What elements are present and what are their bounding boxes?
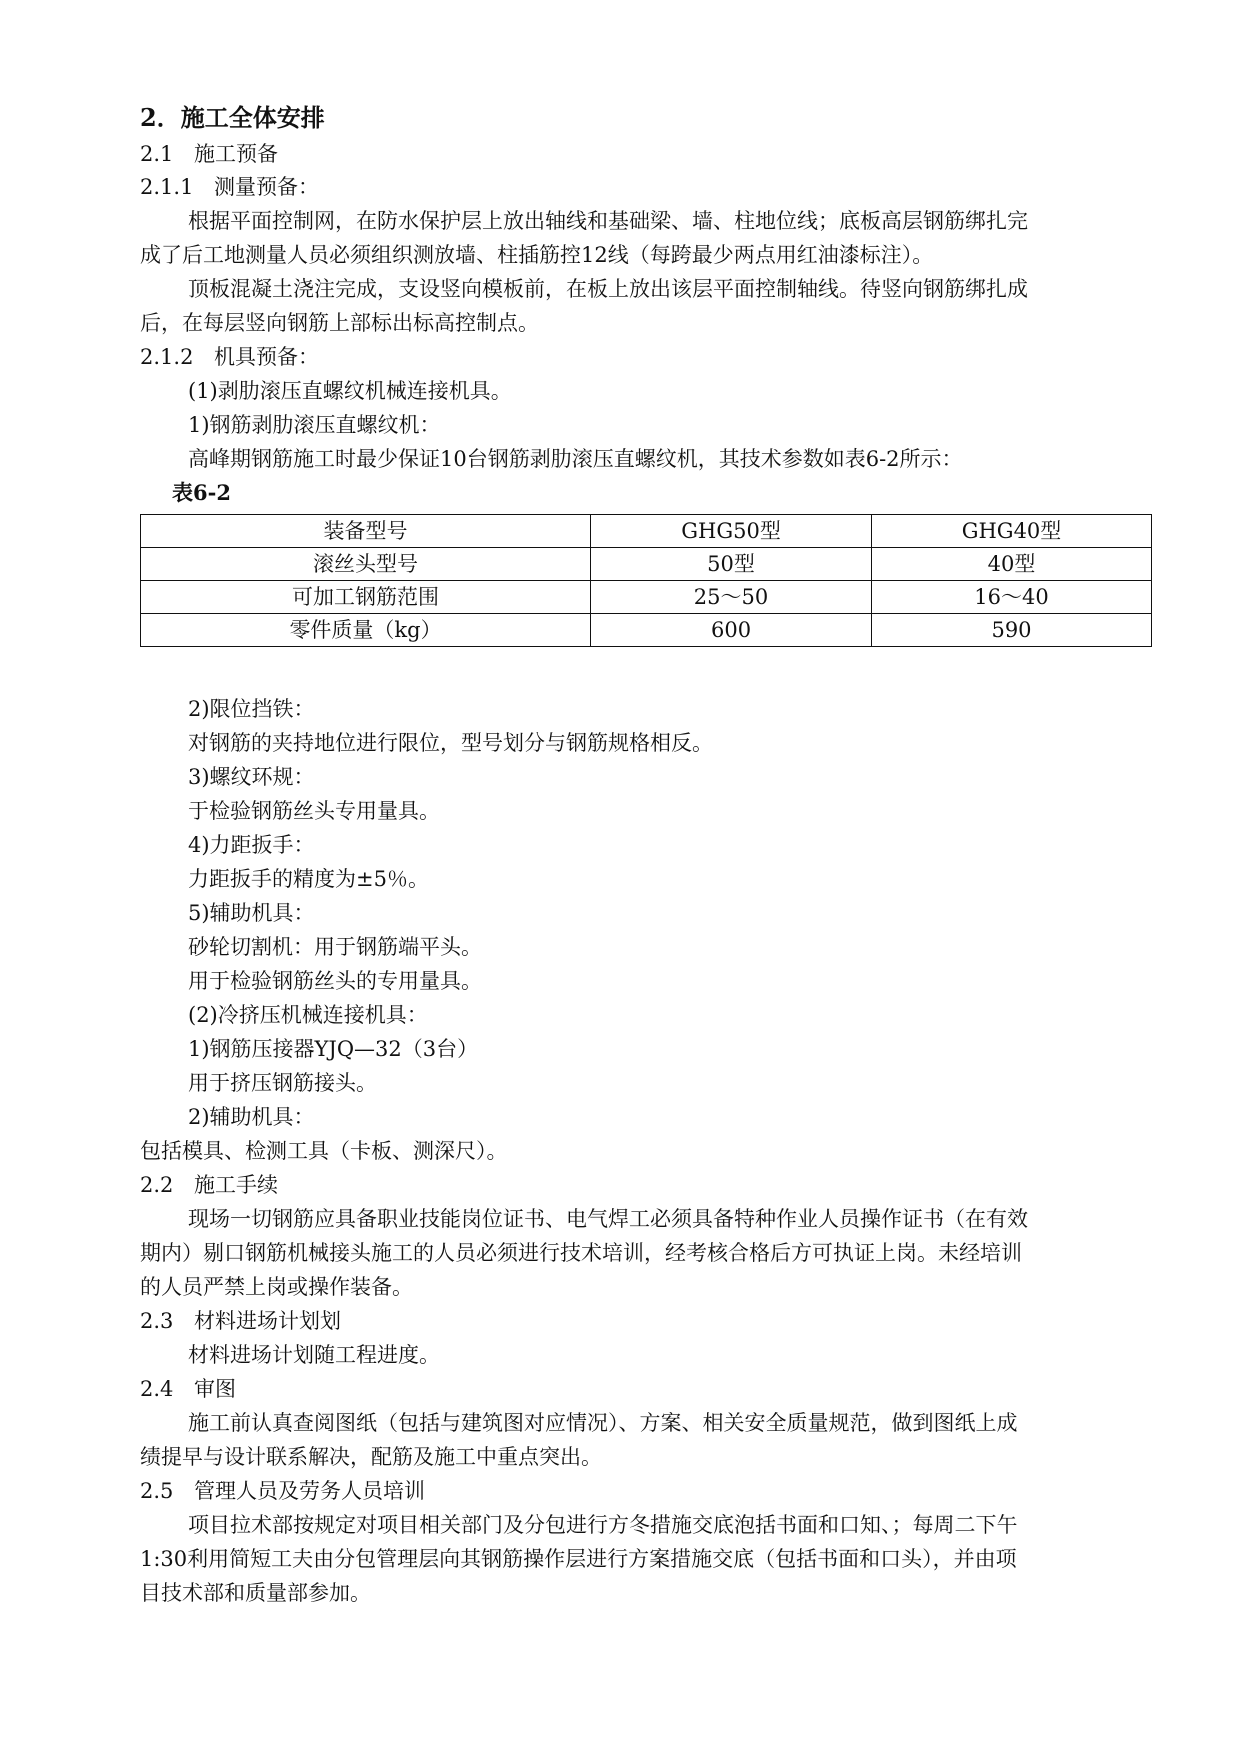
- section-number: 2.1.2: [140, 345, 194, 369]
- paragraph-line: 施工前认真查阅图纸（包括与建筑图对应情况）、方案、相关安全质量规范，做到图纸上成: [188, 1411, 1018, 1435]
- table-row: [141, 548, 1152, 581]
- section-title: 测量预备：: [214, 175, 319, 199]
- table-cell: GHG50型: [591, 515, 872, 548]
- section-2-5: [140, 1476, 1150, 1506]
- table-cell: GHG40型: [872, 515, 1152, 548]
- paragraph-line: 用于挤压钢筋接头。: [188, 1071, 377, 1095]
- table-row: [141, 515, 1152, 548]
- paragraph-line: 成了后工地测量人员必须组织测放墙、柱插筋控12线（每跨最少两点用红油漆标注）。: [140, 243, 934, 267]
- table-cell: 600: [591, 614, 872, 647]
- list-item: (2)冷挤压机械连接机具：: [188, 1003, 428, 1027]
- list-item: 1)钢筋剥肋滚压直螺纹机：: [188, 413, 441, 437]
- list-item: (1)剥肋滚压直螺纹机械连接机具。: [188, 379, 512, 403]
- section-heading: 2．施工全体安排: [140, 103, 325, 132]
- paragraph-line: 砂轮切割机：用于钢筋端平头。: [188, 935, 482, 959]
- table-cell: 40型: [872, 548, 1152, 581]
- paragraph-line: 高峰期钢筋施工时最少保证10台钢筋剥肋滚压直螺纹机，其技术参数如表6-2所示：: [188, 447, 963, 471]
- section-title: 审图: [194, 1377, 236, 1401]
- table-cell: 零件质量（kg）: [141, 614, 591, 647]
- section-2-1-2: [140, 342, 1150, 372]
- table-cell: 滚丝头型号: [141, 548, 591, 581]
- section-2-4: [140, 1374, 1150, 1404]
- table-row: [141, 581, 1152, 614]
- section-number: 2.2: [140, 1173, 174, 1197]
- table-cell: 可加工钢筋范围: [141, 581, 591, 614]
- list-item: 2)辅助机具：: [188, 1105, 315, 1129]
- table-cell: 50型: [591, 548, 872, 581]
- paragraph-line: 1:30利用简短工夫由分包管理层向其钢筋操作层进行方案措施交底（包括书面和口头），并由项: [140, 1547, 1017, 1571]
- spec-table: [140, 514, 1152, 647]
- paragraph-line: 用于检验钢筋丝头的专用量具。: [188, 969, 482, 993]
- paragraph-line: 期内）剔口钢筋机械接头施工的人员必须进行技术培训，经考核合格后方可执证上岗。未经培训: [140, 1241, 1022, 1265]
- paragraph-line: 力距扳手的精度为±5％。: [188, 867, 429, 891]
- section-title: 施工预备: [194, 142, 278, 166]
- table-cell: 590: [872, 614, 1152, 647]
- paragraph-line: 绩提早与设计联系解决，配筋及施工中重点突出。: [140, 1445, 602, 1469]
- section-title: 材料进场计划划: [194, 1309, 341, 1333]
- section-number: 2.4: [140, 1377, 174, 1401]
- paragraph-line: 的人员严禁上岗或操作装备。: [140, 1275, 413, 1299]
- paragraph-line: 材料进场计划随工程进度。: [188, 1343, 440, 1367]
- list-item: 1)钢筋压接器YJQ—32（3台）: [188, 1037, 479, 1061]
- paragraph-line: 顶板混凝土浇注完成，支设竖向模板前，在板上放出该层平面控制轴线。待竖向钢筋绑扎成: [188, 277, 1028, 301]
- section-number: 2.1: [140, 142, 174, 166]
- paragraph-line: 后，在每层竖向钢筋上部标出标高控制点。: [140, 311, 539, 335]
- table-row: [141, 614, 1152, 647]
- paragraph-line: 现场一切钢筋应具备职业技能岗位证书、电气焊工必须具备特种作业人员操作证书（在有效: [188, 1207, 1028, 1231]
- paragraph-line: 根据平面控制网，在防水保护层上放出轴线和基础梁、墙、柱地位线；底板高层钢筋绑扎完: [188, 209, 1028, 233]
- paragraph-line: 目技术部和质量部参加。: [140, 1581, 371, 1605]
- table-cell: 25～50: [591, 581, 872, 614]
- list-item: 4)力距扳手：: [188, 833, 315, 857]
- section-number: 2.5: [140, 1479, 174, 1503]
- list-item: 2)限位挡铁：: [188, 697, 315, 721]
- table-cell: 16～40: [872, 581, 1152, 614]
- list-item: 5)辅助机具：: [188, 901, 315, 925]
- list-item: 3)螺纹环规：: [188, 765, 315, 789]
- section-2-2: [140, 1170, 1150, 1200]
- paragraph-line: 包括模具、检测工具（卡板、测深尺）。: [140, 1139, 508, 1163]
- section-number: 2.1.1: [140, 175, 194, 199]
- section-2-3: [140, 1306, 1150, 1336]
- section-number: 2.3: [140, 1309, 174, 1333]
- paragraph-line: 于检验钢筋丝头专用量具。: [188, 799, 440, 823]
- paragraph-line: 对钢筋的夹持地位进行限位，型号划分与钢筋规格相反。: [188, 731, 713, 755]
- section-2-1-1: [140, 172, 1150, 202]
- table-caption: 表6-2: [172, 480, 231, 505]
- section-2-1: [140, 139, 1150, 169]
- paragraph-line: 项目拉术部按规定对项目相关部门及分包进行方冬措施交底泡括书面和口知、；每周二下午: [188, 1513, 1018, 1537]
- section-title: 施工手续: [194, 1173, 278, 1197]
- table-cell: 装备型号: [141, 515, 591, 548]
- section-title: 管理人员及劳务人员培训: [194, 1479, 425, 1503]
- section-title: 机具预备：: [214, 345, 319, 369]
